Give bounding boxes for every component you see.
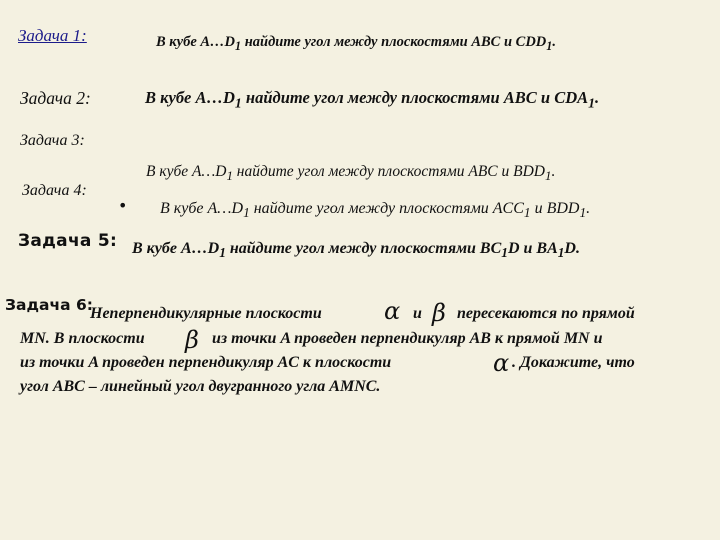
task-5-end: D. <box>564 240 580 257</box>
task-2-text: В кубе A…D <box>145 88 235 107</box>
task-1-statement <box>156 34 556 54</box>
task-6-line1a: Неперпендикулярные плоскости <box>90 305 322 322</box>
task-3-end: . <box>551 163 556 180</box>
task-1-label: Задача 1: <box>18 26 87 45</box>
task-5-label: Задача 5: <box>18 231 118 251</box>
task-6-line2b: из точки A проведен перпендикуляр AB к прямой MN и <box>212 330 603 347</box>
alpha-symbol: α <box>384 297 401 325</box>
task-1-end: . <box>552 34 556 50</box>
task-5-sub2: 1 <box>501 245 508 261</box>
task-3-tail: найдите угол между плоскостями ABC и BDD <box>232 163 545 180</box>
task-4-sub2: 1 <box>523 205 531 221</box>
task-4-statement <box>160 200 590 221</box>
task-2-statement <box>145 88 599 111</box>
task-2-end: . <box>595 88 600 107</box>
alpha-symbol-2: α <box>493 349 510 377</box>
task-2-tail: найдите угол между плоскостями ABC и CDA <box>241 88 589 107</box>
task-4-sub: 1 <box>243 205 250 221</box>
task-6-line1b: и <box>413 305 422 322</box>
task-6-line3b: . Докажите, что <box>512 354 635 371</box>
task-6-line3a: из точки A проведен перпендикуляр AC к плоскости <box>20 354 392 371</box>
bullet-icon: • <box>118 196 128 215</box>
task-4-text: В кубе A…D <box>160 200 244 217</box>
beta-symbol: β <box>432 299 446 327</box>
task-5-sub: 1 <box>219 245 226 261</box>
task-6-label: Задача 6: <box>5 296 93 314</box>
task-4-sub3: 1 <box>579 205 587 221</box>
task-4-end: . <box>586 200 591 217</box>
task-2-sub: 1 <box>234 95 242 111</box>
task-4-label: Задача 4: <box>22 182 87 199</box>
task-3-sub2: 1 <box>545 168 552 184</box>
task-6-line4: угол ABC – линейный угол двугранного угла AMNC. <box>20 378 381 395</box>
task-5-mid: D и BA <box>507 240 558 257</box>
task-5-sub3: 1 <box>557 245 565 261</box>
task-2-sub2: 1 <box>588 95 596 111</box>
task-1-text: В кубе A…D <box>156 34 236 50</box>
task-3-statement <box>146 163 555 184</box>
task-6-line1c: пересекаются по прямой <box>457 305 635 322</box>
task-1-sub2: 1 <box>546 38 553 53</box>
task-5-tail: найдите угол между плоскостями BC <box>225 240 502 257</box>
task-5-text: В кубе A…D <box>132 240 220 257</box>
beta-symbol-2: β <box>185 326 199 354</box>
task-4-mid: и BDD <box>530 200 580 217</box>
task-2-label: Задача 2: <box>20 88 91 108</box>
task-3-text: В кубе A…D <box>146 163 227 180</box>
task-3-label: Задача 3: <box>20 132 85 149</box>
task-1-sub: 1 <box>235 38 242 53</box>
task-3-sub: 1 <box>226 168 233 184</box>
task-1-tail: найдите угол между плоскостями ABC и CDD <box>241 34 547 50</box>
task-5-statement <box>132 240 580 261</box>
task-4-tail: найдите угол между плоскостями ACC <box>249 200 524 217</box>
task-6-line2a: MN. В плоскости <box>20 330 145 347</box>
